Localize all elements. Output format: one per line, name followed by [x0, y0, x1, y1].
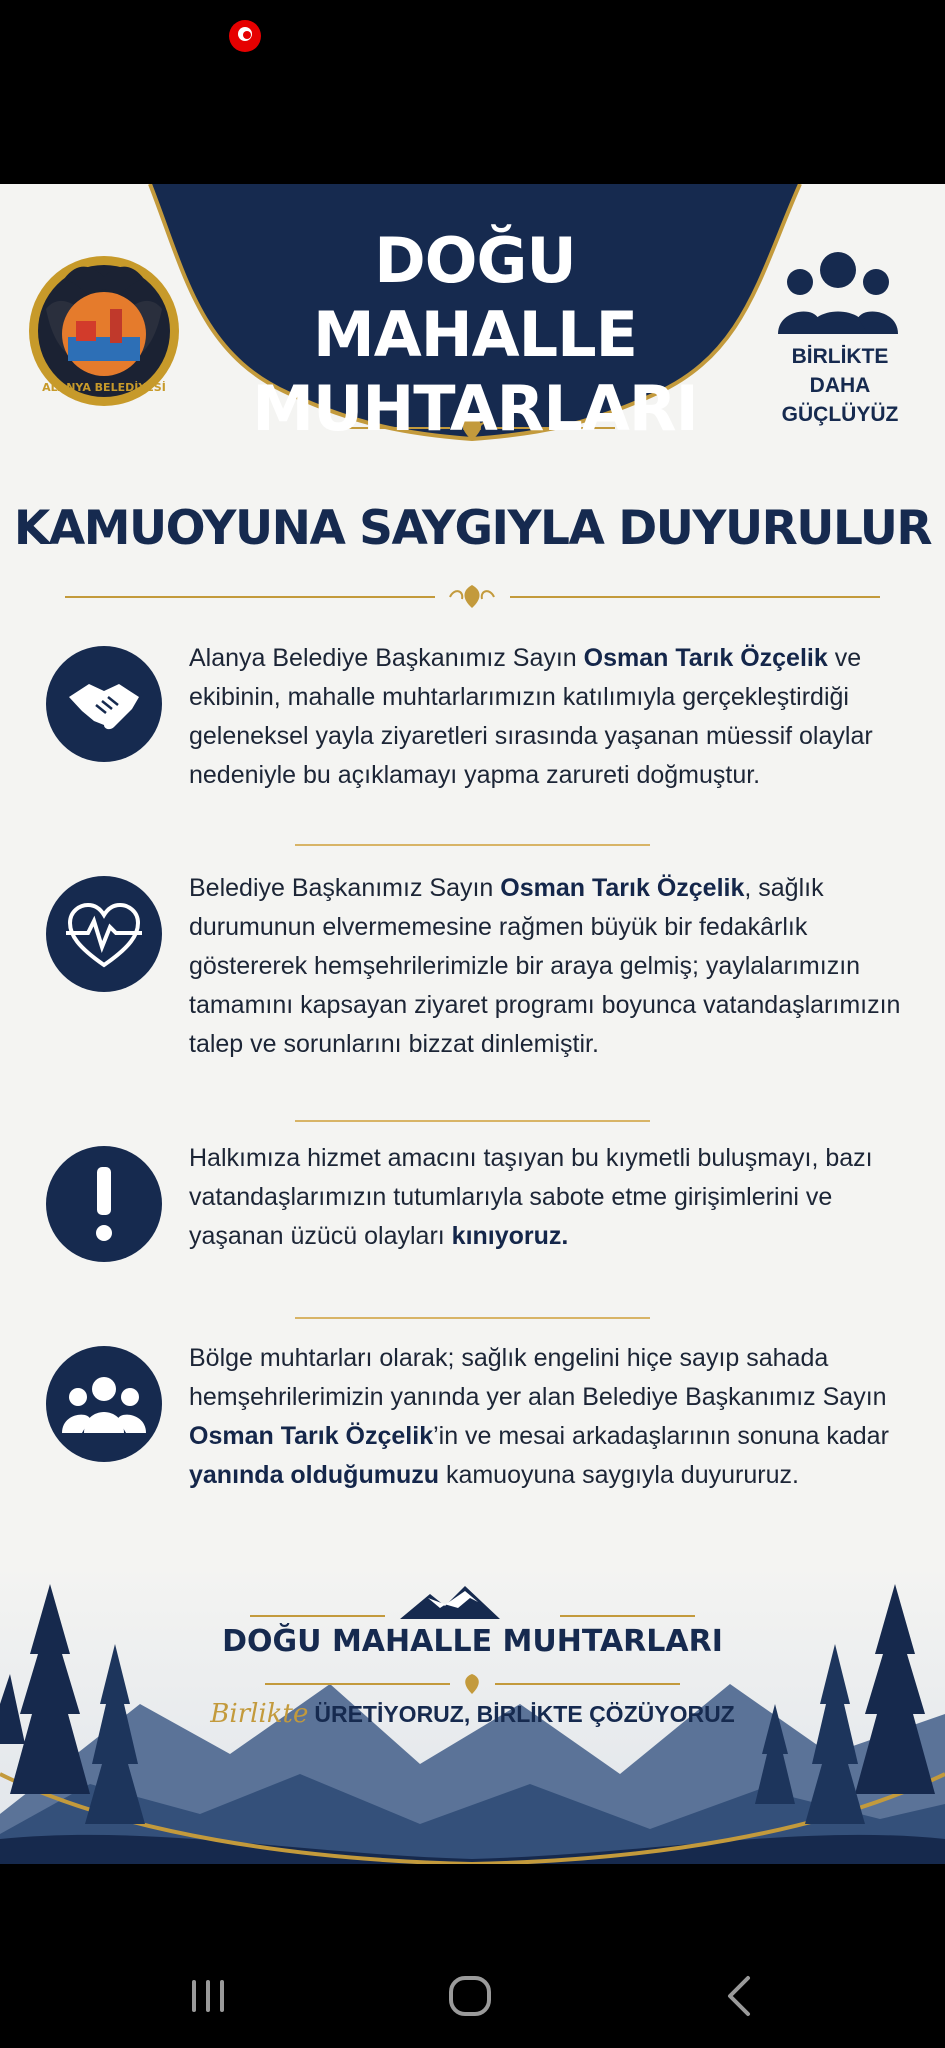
item-2-text-a: Belediye Başkanımız Sayın [189, 874, 501, 902]
item-4-text [189, 1339, 909, 1495]
item-1-text [189, 639, 909, 795]
item-4-text-b: ’in ve mesai arkadaşlarının sonuna kadar [433, 1422, 889, 1450]
heart-pulse-icon [44, 869, 164, 999]
exclamation-icon [44, 1139, 164, 1269]
status-bar [0, 0, 945, 184]
home-icon[interactable] [447, 1974, 495, 2018]
item-4-name: Osman Tarık Özçelik [189, 1422, 434, 1450]
group-icon [44, 1339, 164, 1469]
item-1-text-a: Alanya Belediye Başkanımız Sayın [189, 644, 584, 672]
page-title [230, 224, 720, 446]
item-2-text [189, 869, 909, 1064]
title-line-2: MUHTARLARI [252, 372, 698, 445]
divider-3 [295, 1316, 650, 1320]
item-1-text-b: ve ekibinin, mahalle muhtarlarımızın katılımıyla gerçekleştirdiği geleneksel yayla ziyaretleri sırasında yaşanan müessif olaylar nedeniyle bu açıklamayı yapma zarureti doğmuştur. [189, 644, 873, 789]
title-line-1: DOĞU MAHALLE [313, 224, 637, 371]
municipality-logo [24, 239, 184, 409]
slogan-line-1: BİRLİKTE [791, 345, 889, 368]
footer-motto [0, 1699, 945, 1729]
footer-title: DOĞU MAHALLE MUHTARLARI [222, 1624, 723, 1659]
navigation-bar [0, 1864, 945, 2048]
item-4-text-a: Bölge muhtarları olarak; sağlık engelini hiçe sayıp sahada hemşehrilerimizin yanında yer alan Belediye Başkanımız Sayın [189, 1344, 887, 1411]
motto-script: Birlikte [210, 1699, 309, 1729]
back-icon[interactable] [718, 1974, 762, 2018]
motto-rest: ÜRETİYORUZ, BİRLİKTE ÇÖZÜYORUZ [314, 1701, 735, 1727]
item-3-text [189, 1139, 909, 1256]
logo-text: ALANYA BELEDİYESİ [42, 381, 166, 394]
divider-1 [295, 843, 650, 847]
slogan [755, 342, 925, 429]
item-3-condemn: kınıyoruz. [451, 1222, 569, 1250]
item-4-text-c: kamuoyuna saygıyla duyururuz. [439, 1461, 799, 1489]
handshake-icon [44, 639, 164, 769]
announcement-heading: KAMUOYUNA SAYGIYLA DUYURULUR [13, 501, 932, 556]
people-icon [778, 248, 898, 338]
slogan-line-2: DAHA GÜÇLÜYÜZ [781, 374, 899, 426]
recent-apps-icon[interactable] [186, 1974, 230, 2018]
item-2-text-b: , sağlık durumunun elvermemesine rağmen büyük bir fedakârlık göstererek hemşehrilerimizle bir araya gelmiş; yaylalarımızın tamamını kapsayan ziyaret programı boyunca vatandaşlarımızın talep ve sorunlarını bizzat dinlemiştir. [189, 874, 901, 1058]
divider-2 [295, 1119, 650, 1123]
item-3-text-a: Halkımıza hizmet amacını taşıyan bu kıymetli buluşmayı, bazı vatandaşlarımızın tutumlarıyla sabote etme girişimlerini ve yaşanan üzücü olayları [189, 1144, 873, 1250]
item-1-name: Osman Tarık Özçelik [583, 644, 828, 672]
item-4-support: yanında olduğumuzu [189, 1461, 439, 1489]
announcement-poster [0, 184, 945, 1864]
vodafone-icon [229, 20, 261, 52]
item-2-name: Osman Tarık Özçelik [500, 874, 745, 902]
ornament-divider [65, 582, 880, 612]
